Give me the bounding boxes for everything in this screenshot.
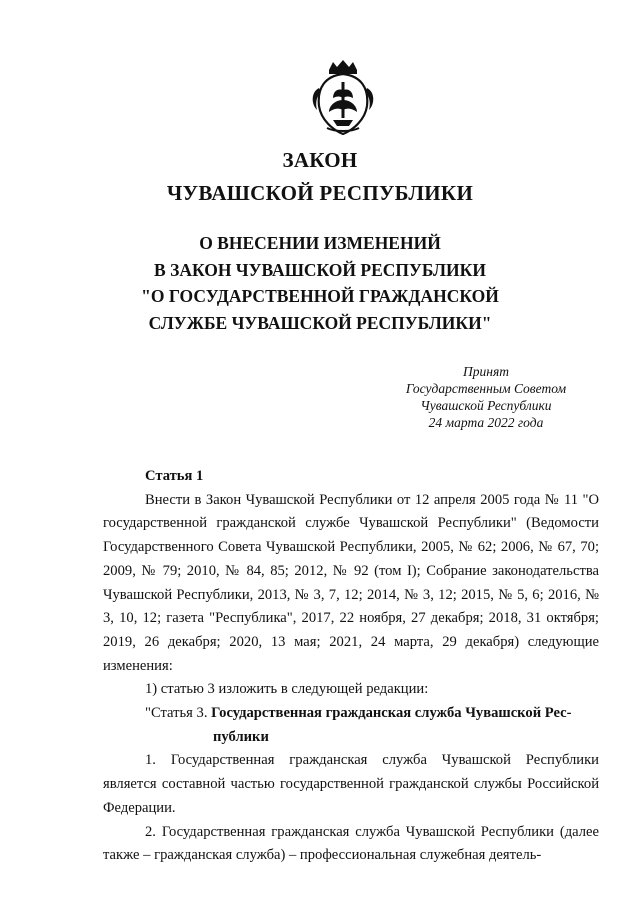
law-title: ЗАКОН: [282, 148, 358, 172]
document-body: [103, 465, 599, 868]
new-article-prefix: "Статья 3.: [145, 705, 208, 722]
adoption-note: [376, 363, 596, 431]
subtitle-line: В ЗАКОН ЧУВАШСКОЙ РЕСПУБЛИКИ: [154, 259, 486, 280]
subtitle-line: "О ГОСУДАРСТВЕННОЙ ГРАЖДАНСКОЙ: [141, 286, 499, 306]
law-title-republic: ЧУВАШСКОЙ РЕСПУБЛИКИ: [166, 181, 474, 205]
paragraph: 1. Государственная гражданская служба Чувашской Республики является составной частью государственной гражданской службы Российской Федерации.: [103, 752, 599, 816]
article-heading: Статья 1: [145, 468, 204, 484]
subtitle-line: СЛУЖБЕ ЧУВАШСКОЙ РЕСПУБЛИКИ": [148, 312, 492, 333]
subtitle-line: О ВНЕСЕНИИ ИЗМЕНЕНИЙ: [199, 233, 441, 253]
adoption-line: Государственным Советом: [405, 381, 567, 396]
new-article-title: [103, 702, 599, 726]
coat-of-arms-icon: [307, 58, 379, 138]
amendment-item: 1) статью 3 изложить в следующей редакции:: [145, 681, 429, 698]
new-article-name: Государственная гражданская служба Чувашской Рес-: [211, 705, 572, 722]
article-intro-paragraph: Внести в Закон Чувашской Республики от 12 апреля 2005 года № 11 "О государственной гражданской службе Чувашской Республики" (Ведомости Государственного Совета Чувашской Республики, 2005, № 62; 2006, № 67, 70; 2009, № 79; 2010, № 84, 85; 2012, № 92 (том I); Собрание законодательства Чувашской Республики, 2013, № 3, 7, 12; 2014, № 3, 12; 2015, № 5, 6; 2016, № 3, 10, 12; газета "Республика", 2017, 22 ноября, 27 декабря; 2018, 31 октября; 2019, 26 декабря; 2020, 13 мая; 2021, 24 марта, 29 декабря) следующие изменения:: [103, 491, 599, 674]
law-subtitle: [0, 230, 640, 336]
adoption-line: Принят: [463, 364, 509, 379]
paragraph: 2. Государственная гражданская служба Чувашской Республики (далее также – гражданская служба) – профессиональная служебная деятель-: [103, 823, 599, 864]
adoption-date: 24 марта 2022 года: [428, 415, 544, 430]
adoption-line: Чувашской Республики: [420, 398, 552, 413]
new-article-name-cont: публики: [213, 728, 269, 745]
